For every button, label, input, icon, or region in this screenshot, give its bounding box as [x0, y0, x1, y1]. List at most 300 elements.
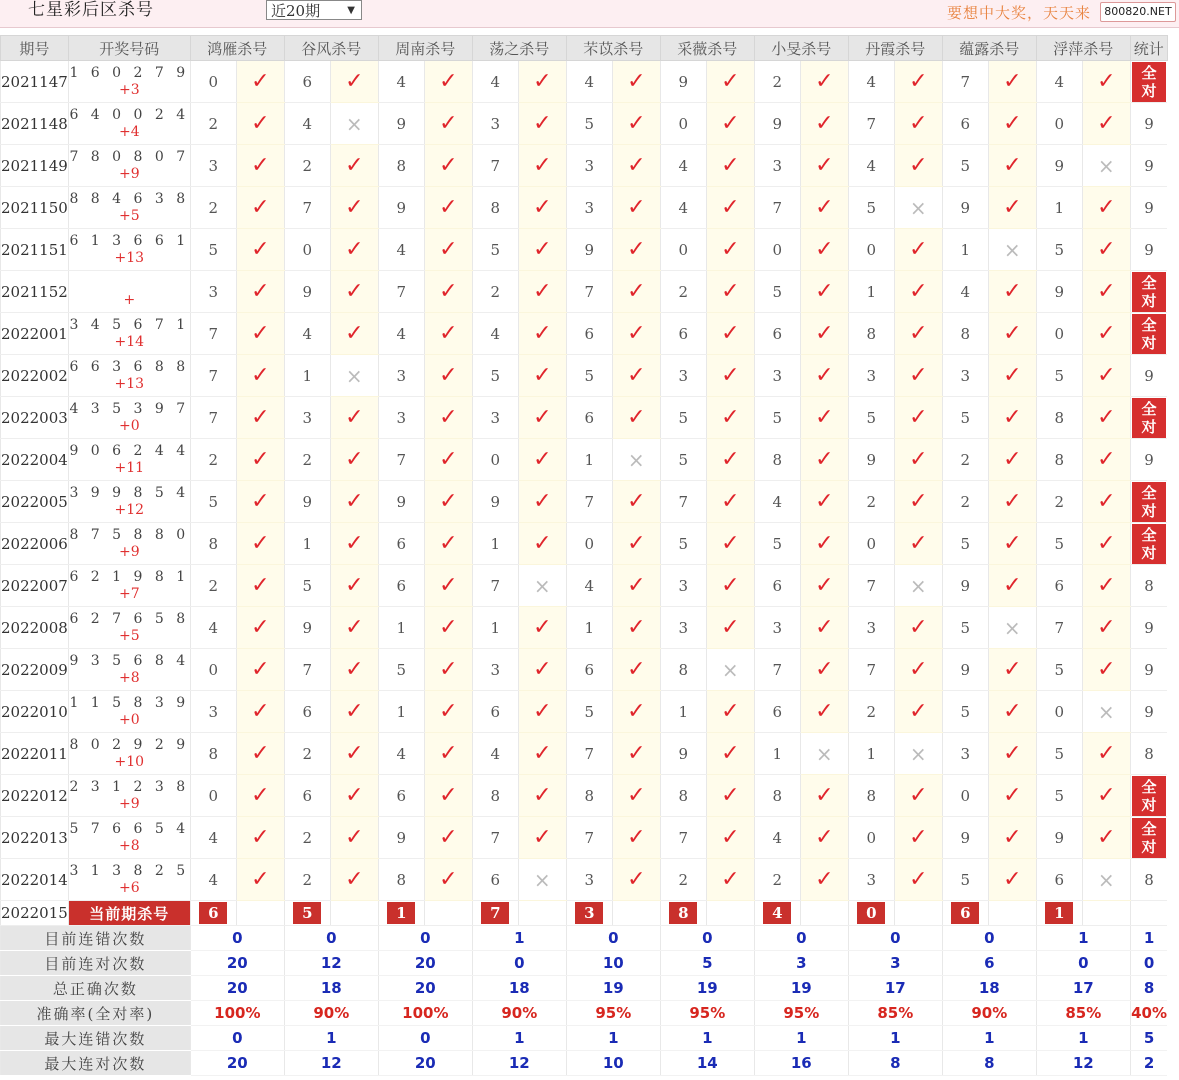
col-header-issue: 期号 [1, 36, 69, 61]
badge-char: 对 [1141, 417, 1157, 436]
check-icon: ✓ [627, 867, 646, 892]
kill-number: 6 [754, 691, 800, 733]
result-cell [612, 565, 660, 607]
check-icon: ✓ [721, 237, 740, 262]
kill-number: 5 [660, 523, 706, 565]
result-cell [988, 61, 1036, 103]
summary-value: 90% [284, 1001, 378, 1026]
result-cell [988, 733, 1036, 775]
kill-number: 9 [942, 649, 988, 691]
summary-value: 19 [754, 976, 848, 1001]
kill-number: 9 [942, 187, 988, 229]
kill-number: 2 [284, 859, 330, 901]
check-icon: ✓ [721, 195, 740, 220]
col-header-predictor: 浮萍杀号 [1036, 36, 1130, 61]
draw-extra: +6 [118, 879, 140, 896]
stat-cell [1130, 271, 1167, 313]
check-icon: ✓ [721, 699, 740, 724]
draw-digits: 9 0 6 2 4 4 [69, 442, 190, 459]
result-cell [236, 271, 284, 313]
summary-value: 10 [566, 951, 660, 976]
result-cell [800, 523, 848, 565]
draw-numbers [68, 733, 190, 775]
kill-number: 3 [754, 607, 800, 649]
kill-number: 7 [284, 187, 330, 229]
current-kill-cell [660, 901, 706, 926]
kill-number: 1 [378, 691, 424, 733]
result-cell [612, 481, 660, 523]
check-icon: ✓ [627, 153, 646, 178]
current-kill-number: 8 [669, 902, 697, 924]
badge-char: 全 [1141, 63, 1157, 82]
check-icon: ✓ [345, 657, 364, 682]
summary-row [1, 1026, 1168, 1051]
result-cell [330, 229, 378, 271]
current-kill-number: 1 [387, 902, 415, 924]
draw-digits: 3 4 5 6 7 1 [69, 316, 190, 333]
result-cell [612, 355, 660, 397]
result-cell [612, 229, 660, 271]
kill-number: 8 [472, 187, 518, 229]
result-cell [518, 313, 566, 355]
check-icon: ✓ [1097, 657, 1116, 682]
kill-number: 6 [1036, 565, 1082, 607]
kill-number: 2 [190, 565, 236, 607]
result-cell [236, 649, 284, 691]
check-icon: ✓ [1097, 69, 1116, 94]
check-icon: ✓ [1097, 363, 1116, 388]
check-icon: ✓ [251, 825, 270, 850]
result-cell [1082, 691, 1130, 733]
result-cell [988, 481, 1036, 523]
kill-number: 6 [378, 565, 424, 607]
cross-icon: × [909, 741, 927, 766]
check-icon: ✓ [815, 195, 834, 220]
kill-number: 6 [754, 565, 800, 607]
result-cell [518, 229, 566, 271]
check-icon: ✓ [533, 279, 552, 304]
result-cell [1082, 355, 1130, 397]
stat-value: 9 [1144, 156, 1154, 175]
result-cell [988, 145, 1036, 187]
kill-number: 5 [1036, 733, 1082, 775]
slogan-link[interactable]: 要想中大奖，天天来 [947, 4, 1092, 22]
draw-numbers [68, 523, 190, 565]
result-cell [894, 355, 942, 397]
draw-digits: 6 6 3 6 8 8 [69, 358, 190, 375]
result-cell [518, 61, 566, 103]
col-header-predictor: 周南杀号 [378, 36, 472, 61]
kill-number: 5 [754, 397, 800, 439]
badge-char: 对 [1141, 543, 1157, 562]
check-icon: ✓ [1097, 279, 1116, 304]
kill-number: 0 [190, 775, 236, 817]
result-cell [706, 565, 754, 607]
summary-value: 8 [1130, 976, 1167, 1001]
result-cell [424, 523, 472, 565]
draw-digits: 1 1 5 8 3 9 [69, 694, 190, 711]
kill-number: 0 [1036, 313, 1082, 355]
result-cell [894, 859, 942, 901]
stat-cell [1130, 817, 1167, 859]
stat-value: 9 [1144, 702, 1154, 721]
stat-cell [1130, 649, 1167, 691]
check-icon: ✓ [1097, 825, 1116, 850]
summary-value: 17 [1036, 976, 1130, 1001]
kill-number: 6 [566, 397, 612, 439]
check-icon: ✓ [909, 405, 928, 430]
summary-value: 0 [378, 1026, 472, 1051]
result-cell [1082, 649, 1130, 691]
result-cell [988, 439, 1036, 481]
summary-value: 8 [942, 1051, 1036, 1076]
cross-icon: × [909, 573, 927, 598]
result-cell [424, 355, 472, 397]
stat-value: 9 [1144, 618, 1154, 637]
summary-value: 0 [754, 926, 848, 951]
check-icon: ✓ [721, 867, 740, 892]
summary-label: 总正确次数 [1, 976, 191, 1001]
result-cell [424, 145, 472, 187]
result-cell [330, 649, 378, 691]
badge-char: 全 [1141, 399, 1157, 418]
kill-number: 8 [378, 859, 424, 901]
stat-cell [1130, 103, 1167, 145]
result-cell [612, 439, 660, 481]
draw-extra: +9 [118, 543, 140, 560]
stat-value: 9 [1144, 450, 1154, 469]
kill-number: 7 [284, 649, 330, 691]
cross-icon: × [1097, 153, 1115, 178]
empty-cell [894, 901, 942, 926]
check-icon: ✓ [251, 447, 270, 472]
result-cell [330, 439, 378, 481]
summary-value: 0 [660, 926, 754, 951]
kill-number: 3 [848, 355, 894, 397]
kill-number: 2 [190, 187, 236, 229]
issue-number: 2022006 [1, 523, 69, 565]
result-cell [894, 523, 942, 565]
check-icon: ✓ [627, 363, 646, 388]
kill-number: 7 [848, 103, 894, 145]
summary-value: 100% [190, 1001, 284, 1026]
summary-value: 40% [1130, 1001, 1167, 1026]
result-cell [612, 691, 660, 733]
kill-number: 5 [660, 439, 706, 481]
kill-number: 0 [472, 439, 518, 481]
check-icon: ✓ [251, 111, 270, 136]
summary-value: 1 [1036, 1026, 1130, 1051]
kill-number: 5 [942, 397, 988, 439]
check-icon: ✓ [251, 573, 270, 598]
result-cell [612, 817, 660, 859]
table-row [1, 271, 1168, 313]
check-icon: ✓ [1097, 237, 1116, 262]
stat-value: 9 [1144, 660, 1154, 679]
kill-number: 9 [1036, 271, 1082, 313]
draw-digits: 4 3 5 3 9 7 [69, 400, 190, 417]
kill-number: 7 [566, 733, 612, 775]
check-icon: ✓ [1097, 531, 1116, 556]
issue-number: 2021147 [1, 61, 69, 103]
kill-number: 3 [378, 355, 424, 397]
kill-number: 7 [472, 145, 518, 187]
check-icon: ✓ [627, 321, 646, 346]
period-select[interactable] [266, 0, 362, 20]
check-icon: ✓ [1003, 111, 1022, 136]
kill-number: 8 [660, 649, 706, 691]
kill-number: 0 [190, 61, 236, 103]
issue-number: 2022013 [1, 817, 69, 859]
check-icon: ✓ [1003, 279, 1022, 304]
result-cell [236, 313, 284, 355]
draw-numbers [68, 565, 190, 607]
kill-number: 4 [754, 481, 800, 523]
check-icon: ✓ [721, 615, 740, 640]
check-icon: ✓ [909, 825, 928, 850]
draw-extra: +12 [114, 501, 145, 518]
page-title: 七星彩后区杀号 [28, 0, 154, 20]
issue-number: 2021148 [1, 103, 69, 145]
summary-value: 1 [848, 1026, 942, 1051]
kill-number: 6 [566, 649, 612, 691]
current-kill-cell [754, 901, 800, 926]
table-row [1, 523, 1168, 565]
kill-number-table [0, 35, 1168, 1076]
draw-numbers [68, 817, 190, 859]
draw-numbers [68, 691, 190, 733]
check-icon: ✓ [721, 279, 740, 304]
kill-number: 1 [284, 523, 330, 565]
result-cell [236, 481, 284, 523]
draw-numbers [68, 607, 190, 649]
check-icon: ✓ [627, 237, 646, 262]
empty-cell [236, 901, 284, 926]
check-icon: ✓ [439, 531, 458, 556]
summary-value: 20 [378, 976, 472, 1001]
kill-number: 8 [1036, 397, 1082, 439]
result-cell [612, 523, 660, 565]
kill-number: 8 [1036, 439, 1082, 481]
check-icon: ✓ [251, 783, 270, 808]
check-icon: ✓ [815, 531, 834, 556]
result-cell [236, 103, 284, 145]
current-kill-cell [1036, 901, 1082, 926]
kill-number: 2 [754, 859, 800, 901]
check-icon: ✓ [815, 573, 834, 598]
check-icon: ✓ [439, 153, 458, 178]
result-cell [988, 565, 1036, 607]
kill-number: 2 [848, 691, 894, 733]
kill-number: 7 [190, 397, 236, 439]
result-cell [518, 397, 566, 439]
result-cell [1082, 397, 1130, 439]
result-cell [706, 607, 754, 649]
check-icon: ✓ [345, 69, 364, 94]
result-cell [330, 859, 378, 901]
stat-cell [1130, 439, 1167, 481]
kill-number: 2 [190, 439, 236, 481]
kill-number: 7 [754, 649, 800, 691]
kill-number: 2 [1036, 481, 1082, 523]
result-cell [330, 481, 378, 523]
check-icon: ✓ [439, 237, 458, 262]
kill-number: 5 [942, 607, 988, 649]
check-icon: ✓ [721, 825, 740, 850]
kill-number: 4 [190, 817, 236, 859]
check-icon: ✓ [533, 825, 552, 850]
check-icon: ✓ [721, 531, 740, 556]
kill-number: 6 [566, 313, 612, 355]
kill-number: 5 [378, 649, 424, 691]
check-icon: ✓ [815, 489, 834, 514]
check-icon: ✓ [1003, 195, 1022, 220]
check-icon: ✓ [909, 783, 928, 808]
summary-value: 5 [660, 951, 754, 976]
kill-number: 4 [378, 229, 424, 271]
check-icon: ✓ [533, 195, 552, 220]
result-cell [518, 481, 566, 523]
check-icon: ✓ [909, 237, 928, 262]
table-row [1, 733, 1168, 775]
kill-number: 1 [942, 229, 988, 271]
current-kill-number: 6 [951, 902, 979, 924]
current-kill-cell [284, 901, 330, 926]
current-kill-number: 7 [481, 902, 509, 924]
check-icon: ✓ [1097, 573, 1116, 598]
check-icon: ✓ [815, 69, 834, 94]
result-cell [988, 187, 1036, 229]
summary-value: 1 [1130, 926, 1167, 951]
check-icon: ✓ [533, 153, 552, 178]
draw-digits: 6 1 3 6 6 1 [69, 232, 190, 249]
table-row [1, 103, 1168, 145]
kill-number: 5 [942, 145, 988, 187]
draw-digits [69, 275, 190, 292]
draw-numbers [68, 103, 190, 145]
check-icon: ✓ [251, 615, 270, 640]
result-cell [800, 775, 848, 817]
result-cell [612, 859, 660, 901]
check-icon: ✓ [345, 741, 364, 766]
kill-number: 1 [472, 607, 518, 649]
kill-number: 6 [1036, 859, 1082, 901]
stat-value: 8 [1144, 870, 1154, 889]
check-icon: ✓ [1003, 321, 1022, 346]
table-row [1, 355, 1168, 397]
draw-numbers [68, 313, 190, 355]
badge-char: 对 [1141, 81, 1157, 100]
kill-number: 9 [378, 817, 424, 859]
summary-value: 95% [566, 1001, 660, 1026]
draw-numbers [68, 859, 190, 901]
stat-value: 9 [1144, 114, 1154, 133]
check-icon: ✓ [909, 615, 928, 640]
kill-number: 1 [378, 607, 424, 649]
result-cell [236, 607, 284, 649]
kill-number: 4 [378, 61, 424, 103]
result-cell [894, 607, 942, 649]
result-cell [518, 565, 566, 607]
empty-cell [1082, 901, 1130, 926]
check-icon: ✓ [1097, 195, 1116, 220]
result-cell [894, 103, 942, 145]
stat-cell [1130, 313, 1167, 355]
result-cell [424, 481, 472, 523]
badge-char: 对 [1141, 501, 1157, 520]
kill-number: 7 [848, 565, 894, 607]
stat-value: 8 [1144, 576, 1154, 595]
summary-value: 14 [660, 1051, 754, 1076]
kill-number: 3 [754, 355, 800, 397]
draw-digits: 3 1 3 8 2 5 [69, 862, 190, 879]
result-cell [330, 775, 378, 817]
current-period-row [1, 901, 1168, 926]
check-icon: ✓ [1097, 783, 1116, 808]
current-kill-cell [190, 901, 236, 926]
summary-value: 8 [848, 1051, 942, 1076]
check-icon: ✓ [721, 447, 740, 472]
check-icon: ✓ [439, 363, 458, 388]
check-icon: ✓ [251, 741, 270, 766]
draw-digits: 8 0 2 9 2 9 [69, 736, 190, 753]
check-icon: ✓ [345, 321, 364, 346]
kill-number: 2 [942, 439, 988, 481]
kill-number: 5 [660, 397, 706, 439]
kill-number: 6 [284, 775, 330, 817]
summary-value: 1 [660, 1026, 754, 1051]
table-row [1, 229, 1168, 271]
kill-number: 4 [754, 817, 800, 859]
kill-number: 4 [848, 145, 894, 187]
check-icon: ✓ [815, 363, 834, 388]
result-cell [612, 733, 660, 775]
result-cell [894, 565, 942, 607]
summary-value: 20 [190, 976, 284, 1001]
check-icon: ✓ [251, 195, 270, 220]
result-cell [894, 481, 942, 523]
kill-number: 8 [190, 523, 236, 565]
site-badge[interactable]: 800820.NET [1100, 2, 1176, 22]
result-cell [706, 271, 754, 313]
stat-cell [1130, 145, 1167, 187]
empty-cell [800, 901, 848, 926]
chevron-down-icon: ▼ [347, 5, 355, 16]
result-cell [1082, 607, 1130, 649]
kill-number: 0 [848, 523, 894, 565]
check-icon: ✓ [251, 279, 270, 304]
result-cell [894, 145, 942, 187]
result-cell [424, 565, 472, 607]
kill-number: 5 [472, 229, 518, 271]
check-icon: ✓ [251, 363, 270, 388]
issue-number: 2021149 [1, 145, 69, 187]
check-icon: ✓ [439, 447, 458, 472]
current-kill-number: 3 [575, 902, 603, 924]
draw-digits: 6 2 1 9 8 1 [69, 568, 190, 585]
cross-icon: × [627, 447, 645, 472]
kill-number: 4 [472, 733, 518, 775]
kill-number: 7 [190, 313, 236, 355]
kill-number: 9 [660, 61, 706, 103]
result-cell [800, 271, 848, 313]
all-correct-badge [1132, 314, 1166, 354]
period-select-value: 近20期 [271, 2, 321, 20]
result-cell [612, 61, 660, 103]
summary-value: 85% [1036, 1001, 1130, 1026]
badge-char: 全 [1141, 525, 1157, 544]
kill-number: 8 [566, 775, 612, 817]
